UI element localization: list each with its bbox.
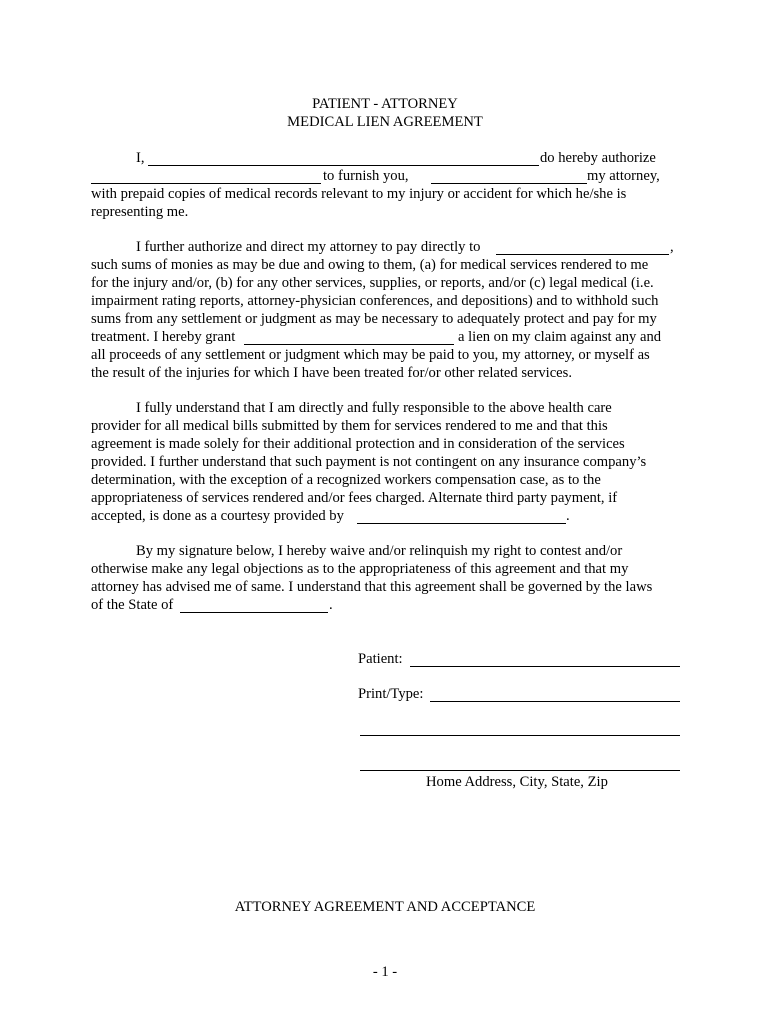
text-i: I, xyxy=(136,150,145,166)
p4-period: . xyxy=(329,597,333,613)
p3-line-5: determination, with the exception of a recognized workers compensation case, as to the xyxy=(91,472,601,488)
patient-name-field[interactable] xyxy=(148,151,539,166)
address-line-1-field[interactable] xyxy=(360,721,680,736)
payee-field[interactable] xyxy=(496,240,669,255)
text-authorize: do hereby authorize xyxy=(540,150,656,166)
p4-line-1: By my signature below, I hereby waive and/or relinquish my right to contest and/or xyxy=(136,543,623,559)
title-line-1: PATIENT - ATTORNEY xyxy=(312,96,458,112)
print-type-label: Print/Type: xyxy=(358,686,424,702)
p2-lien: a lien on my claim against any and xyxy=(458,329,662,345)
p3-accepted: accepted, is done as a courtesy provided by xyxy=(91,508,344,524)
p2-start: I further authorize and direct my attorney to pay directly to xyxy=(136,239,481,255)
p2-line-7: all proceeds of any settlement or judgment which may be paid to you, my attorney, or myself as xyxy=(91,347,650,363)
attorney-name-field[interactable] xyxy=(431,169,587,184)
text-furnish: to furnish you, xyxy=(323,168,409,184)
lien-holder-field[interactable] xyxy=(244,330,454,345)
p3-line-6: appropriateness of services rendered and/or fees charged. Alternate third party payment, if xyxy=(91,490,618,506)
provider-name-field[interactable] xyxy=(91,169,321,184)
patient-signature-field[interactable] xyxy=(410,652,680,667)
p2-line-4: impairment rating reports, attorney-physician conferences, and depositions) and to withhold such xyxy=(91,293,659,309)
text-attorney: my attorney, xyxy=(587,168,660,184)
p2-grant: treatment. I hereby grant xyxy=(91,329,236,345)
p3-line-3: agreement is made solely for their additional protection and in consideration of the services xyxy=(91,436,625,452)
p2-line-8: the result of the injuries for which I have been treated for/or other related services. xyxy=(91,365,572,381)
address-caption: Home Address, City, State, Zip xyxy=(426,774,608,790)
courtesy-provider-field[interactable] xyxy=(357,509,566,524)
p4-line-2: otherwise make any legal objections as to the appropriateness of this agreement and that my xyxy=(91,561,629,577)
patient-label: Patient: xyxy=(358,651,403,667)
p4-line-3: attorney has advised me of same. I understand that this agreement shall be governed by the laws xyxy=(91,579,653,595)
p2-comma: , xyxy=(670,239,674,255)
state-field[interactable] xyxy=(180,598,328,613)
p2-line-2: such sums of monies as may be due and owing to them, (a) for medical services rendered to me xyxy=(91,257,649,273)
print-name-field[interactable] xyxy=(430,687,680,702)
section-title-attorney-acceptance: ATTORNEY AGREEMENT AND ACCEPTANCE xyxy=(234,899,536,915)
p3-line-2: provider for all medical bills submitted by them for services rendered to me and that this xyxy=(91,418,608,434)
p1-line-3: with prepaid copies of medical records relevant to my injury or accident for which he/she is xyxy=(91,186,627,202)
p2-line-3: for the injury and/or, (b) for any other services, supplies, or reports, and/or (c) legal medical (i.e. xyxy=(91,275,654,291)
p3-line-4: provided. I further understand that such payment is not contingent on any insurance company’s xyxy=(91,454,647,470)
p2-line-5: sums from any settlement or judgment as may be necessary to adequately protect and pay for my xyxy=(91,311,657,327)
title-line-2: MEDICAL LIEN AGREEMENT xyxy=(287,114,483,130)
p1-line-4: representing me. xyxy=(91,204,189,220)
page-number: - 1 - xyxy=(372,964,398,980)
p3-period: . xyxy=(566,508,570,524)
p3-line-1: I fully understand that I am directly and fully responsible to the above health care xyxy=(136,400,612,416)
address-line-2-field[interactable] xyxy=(360,756,680,771)
p4-state: of the State of xyxy=(91,597,174,613)
